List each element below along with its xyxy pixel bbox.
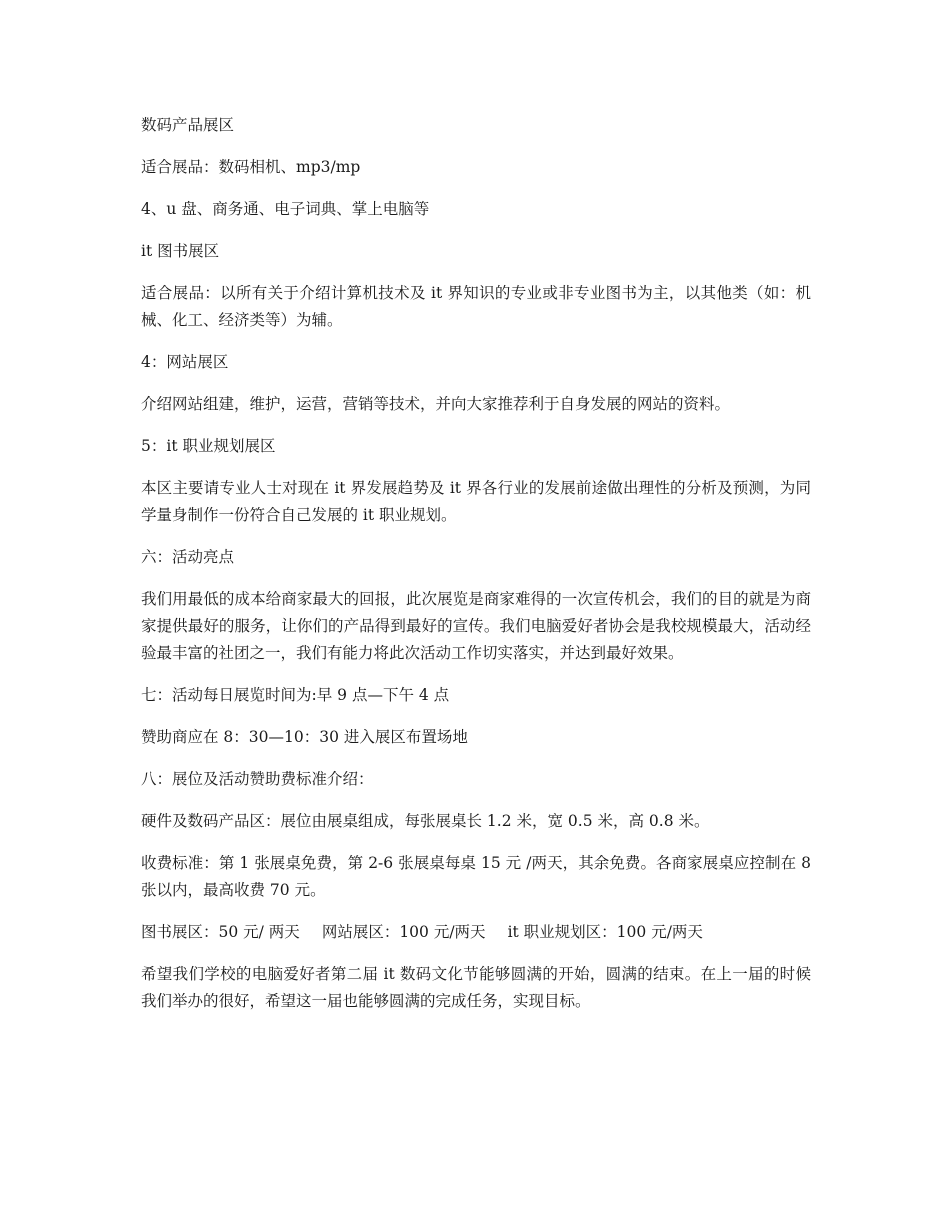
section-heading-digital-products: 数码产品展区 [141, 116, 235, 134]
section-heading-booth-fees: 八：展位及活动赞助费标准介绍： [141, 770, 374, 788]
paragraph-website-intro: 介绍网站组建，维护，运营，营销等技术，并向大家推荐利于自身发展的网站的资料。 [141, 395, 731, 413]
paragraph-sponsor-setup-time: 赞助商应在 8：30—10：30 进入展区布置场地 [141, 728, 468, 746]
section-heading-it-books: it 图书展区 [141, 242, 220, 260]
paragraph-book-exhibits: 适合展品：以所有关于介绍计算机技术及 it 界知识的专业或非专业图书为主，以其他类（如：机械、化工、经济类等）为辅。 [141, 284, 811, 329]
paragraph-closing: 希望我们学校的电脑爱好者第二届 it 数码文化节能够圆满的开始，圆满的结束。在上一届的时候我们举办的很好，希望这一届也能够圆满的完成任务，实现目标。 [141, 965, 811, 1010]
section-heading-career-planning: 5：it 职业规划展区 [141, 437, 276, 455]
paragraph-hardware-booth: 硬件及数码产品区：展位由展桌组成，每张展桌长 1.2 米，宽 0.5 米，高 0.8 米。 [141, 812, 710, 830]
fee-career-area: it 职业规划区：100 元/两天 [507, 923, 703, 941]
paragraph-career-planning: 本区主要请专业人士对现在 it 界发展趋势及 it 界各行业的发展前途做出理性的分析及预测，为同学量身制作一份符合自己发展的 it 职业规划。 [141, 479, 811, 524]
paragraph-exhibition-hours: 七：活动每日展览时间为:早 9 点—下午 4 点 [141, 686, 450, 704]
paragraph-fee-by-area [141, 919, 811, 946]
section-heading-highlights: 六：活动亮点 [141, 548, 235, 566]
paragraph-digital-exhibits-cont: 4、u 盘、商务通、电子词典、掌上电脑等 [141, 200, 430, 218]
document-body [141, 112, 811, 1030]
paragraph-highlights: 我们用最低的成本给商家最大的回报，此次展览是商家难得的一次宣传机会，我们的目的就是为商家提供最好的服务，让你们的产品得到最好的宣传。我们电脑爱好者协会是我校规模最大，活动经验最丰富的社团之一，我们有能力将此次活动工作切实落实，并达到最好效果。 [141, 590, 811, 662]
paragraph-digital-exhibits: 适合展品：数码相机、mp3/mp [141, 158, 361, 176]
paragraph-fee-standard: 收费标准：第 1 张展桌免费，第 2-6 张展桌每桌 15 元 /两天，其余免费。各商家展桌应控制在 8 张以内，最高收费 70 元。 [141, 854, 811, 899]
fee-website-area: 网站展区：100 元/两天 [321, 923, 486, 941]
fee-book-area: 图书展区：50 元/ 两天 [141, 923, 300, 941]
section-heading-website: 4：网站展区 [141, 353, 229, 371]
